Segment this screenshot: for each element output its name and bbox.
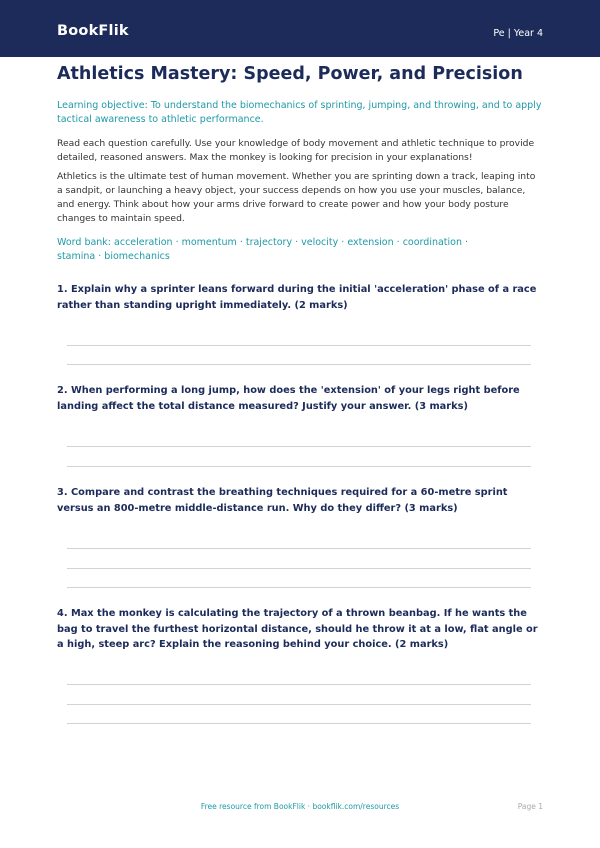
question-2: 2. When performing a long jump, how does the 'extension' of your legs right before landing affect the total distance measured? Justify your answer. (3 marks) bbox=[57, 385, 520, 412]
brand-logo: BookFlik bbox=[57, 23, 129, 39]
question-3: 3. Compare and contrast the breathing techniques required for a 60-metre sprint versus an 800-metre middle-distance run. Why do they differ? (3 marks) bbox=[57, 487, 508, 514]
answer-line[interactable] bbox=[67, 723, 531, 724]
learning-objective: Learning objective: To understand the biomechanics of sprinting, jumping, and throwing, and to apply tactical awareness to athletic performance. bbox=[57, 100, 542, 125]
subject-year-label: Pe | Year 4 bbox=[493, 28, 543, 39]
answer-line[interactable] bbox=[67, 684, 531, 685]
page-number: Page 1 bbox=[517, 802, 543, 811]
answer-line[interactable] bbox=[67, 466, 531, 467]
word-bank: Word bank: acceleration · momentum · trajectory · velocity · extension · coordination · stamina · biomechanics bbox=[57, 237, 469, 262]
answer-line[interactable] bbox=[67, 446, 531, 447]
instructions-paragraph: Read each question carefully. Use your knowledge of body movement and athletic technique to provide detailed, reasoned answers. Max the monkey is looking for precision in your explanations! bbox=[57, 138, 535, 163]
intro-paragraph: Athletics is the ultimate test of human movement. Whether you are sprinting down a track, leaping into a sandpit, or launching a heavy object, your success depends on how you use your muscles, balance, and energy. Think about how your arms drive forward to create power and how your body posture changes to maintain speed. bbox=[57, 171, 536, 224]
answer-line[interactable] bbox=[67, 568, 531, 569]
answer-line[interactable] bbox=[67, 548, 531, 549]
footer-resource-link[interactable]: Free resource from BookFlik · bookflik.com/resources bbox=[200, 802, 400, 811]
answer-line[interactable] bbox=[67, 587, 531, 588]
worksheet-title: Athletics Mastery: Speed, Power, and Precision bbox=[57, 64, 523, 84]
answer-line[interactable] bbox=[67, 345, 531, 346]
header-bar bbox=[0, 0, 600, 57]
answer-line[interactable] bbox=[67, 364, 531, 365]
question-1: 1. Explain why a sprinter leans forward during the initial 'acceleration' phase of a race rather than standing upright immediately. (2 marks) bbox=[57, 284, 537, 311]
answer-line[interactable] bbox=[67, 704, 531, 705]
question-4: 4. Max the monkey is calculating the trajectory of a thrown beanbag. If he wants the bag to travel the furthest horizontal distance, should he throw it at a low, flat angle or a high, steep arc? Explain the reasoning behind your choice. (2 marks) bbox=[57, 608, 538, 650]
